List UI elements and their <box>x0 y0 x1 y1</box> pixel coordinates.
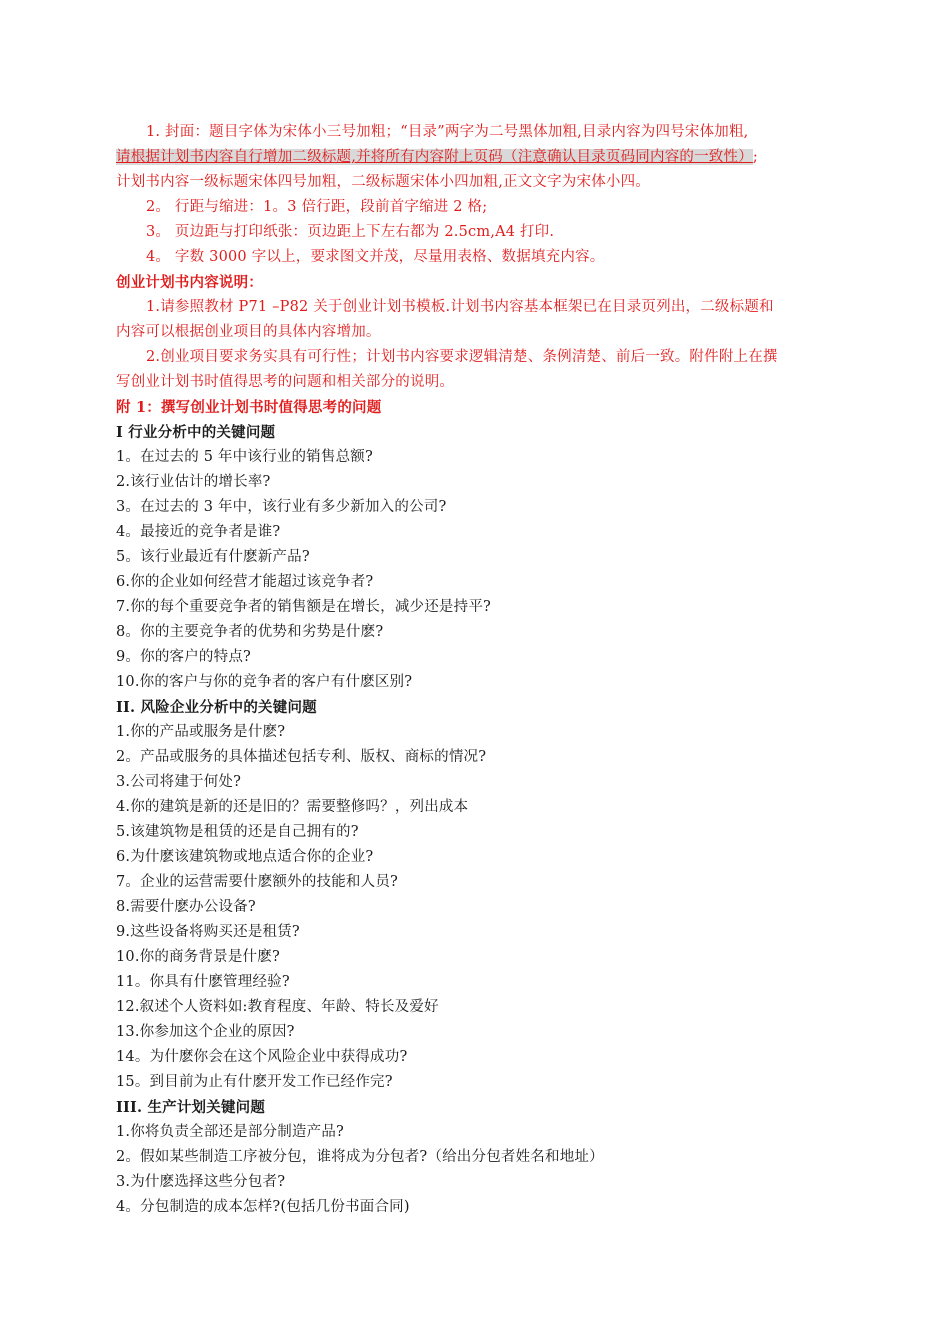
content-note-heading: 创业计划书内容说明： <box>116 274 263 291</box>
question-item: 8.需要什麽办公设备? <box>116 899 256 915</box>
section-title: III. 生产计划关键问题 <box>116 1099 266 1116</box>
question-item: 10.你的商务背景是什麽? <box>116 949 280 965</box>
question-item: 8。你的主要竞争者的优势和劣势是什麽? <box>116 624 384 640</box>
instruction-item-2: 2。 行距与缩进：1。3 倍行距，段前首字缩进 2 格; <box>146 199 488 215</box>
question-item: 7.你的每个重要竞争者的销售额是在增长，减少还是持平? <box>116 599 492 615</box>
content-note-p1-line-1: 1.请参照教材 P71 –P82 关于创业计划书模板.计划书内容基本框架已在目录页列出，二级标题和 <box>146 299 774 315</box>
question-item: 5.该建筑物是租赁的还是自己拥有的? <box>116 824 359 840</box>
content-note-p2-line-2: 写创业计划书时值得思考的问题和相关部分的说明。 <box>116 374 455 390</box>
question-item: 2。产品或服务的具体描述包括专利、版权、商标的情况? <box>116 749 487 765</box>
instruction-item-3: 3。 页边距与打印纸张：页边距上下左右都为 2.5cm,A4 打印. <box>146 224 555 240</box>
question-item: 1。在过去的 5 年中该行业的销售总额? <box>116 449 373 465</box>
question-item: 3。在过去的 3 年中，该行业有多少新加入的公司? <box>116 499 447 515</box>
instruction-item-1-line-3: 计划书内容一级标题宋体四号加粗，二级标题宋体小四加粗,正文文字为宋体小四。 <box>116 174 651 190</box>
question-item: 14。为什麽你会在这个风险企业中获得成功? <box>116 1049 408 1065</box>
instruction-item-1-line-2 <box>116 145 838 170</box>
appendix-title: 附 1：撰写创业计划书时值得思考的问题 <box>116 399 382 416</box>
instruction-item-4: 4。 字数 3000 字以上，要求图文并茂，尽量用表格、数据填充内容。 <box>146 249 605 265</box>
question-item: 1.你的产品或服务是什麽? <box>116 724 286 740</box>
question-item: 15。到目前为止有什麽开发工作已经作完? <box>116 1074 393 1090</box>
section-title: II. 风险企业分析中的关键问题 <box>116 699 317 716</box>
question-item: 4.你的建筑是新的还是旧的？需要整修吗？，列出成本 <box>116 799 469 815</box>
question-item: 6.你的企业如何经营才能超过该竞争者? <box>116 574 374 590</box>
question-item: 6.为什麽该建筑物或地点适合你的企业? <box>116 849 374 865</box>
section-title: I 行业分析中的关键问题 <box>116 424 276 441</box>
question-item: 1.你将负责全部还是部分制造产品? <box>116 1124 345 1140</box>
content-note-p2-line-1: 2.创业项目要求务实具有可行性；计划书内容要求逻辑清楚、条例清楚、前后一致。附件附上在撰 <box>146 349 778 365</box>
question-item: 9.这些设备将购买还是租赁? <box>116 924 300 940</box>
highlighted-instruction: 请根据计划书内容自行增加二级标题,并将所有内容附上页码（注意确认目录页码同内容的一致性） <box>116 149 753 165</box>
question-item: 3.为什麽选择这些分包者? <box>116 1174 286 1190</box>
question-item: 2.该行业估计的增长率? <box>116 474 271 490</box>
question-item: 4。分包制造的成本怎样?(包括几份书面合同) <box>116 1199 410 1215</box>
question-item: 12.叙述个人资料如:教育程度、年龄、特长及爱好 <box>116 999 439 1015</box>
question-item: 11。你具有什麽管理经验? <box>116 974 290 990</box>
question-item: 7。企业的运营需要什麽额外的技能和人员? <box>116 874 398 890</box>
document-body <box>116 120 838 1220</box>
question-item: 13.你参加这个企业的原因? <box>116 1024 295 1040</box>
instruction-item-1-line-1: 1. 封面：题目字体为宋体小三号加粗；“目录”两字为二号黑体加粗,目录内容为四号宋体加粗, <box>146 124 749 140</box>
question-item: 2。假如某些制造工序被分包，谁将成为分包者?（给出分包者姓名和地址） <box>116 1149 604 1165</box>
question-item: 9。你的客户的特点? <box>116 649 251 665</box>
question-item: 5。该行业最近有什麽新产品? <box>116 549 310 565</box>
question-item: 10.你的客户与你的竞争者的客户有什麽区别? <box>116 674 413 690</box>
content-note-p1-line-2: 内容可以根据创业项目的具体内容增加。 <box>116 324 381 340</box>
question-item: 4。最接近的竞争者是谁? <box>116 524 281 540</box>
instruction-punctuation: ; <box>752 149 758 165</box>
question-item: 3.公司将建于何处? <box>116 774 242 790</box>
